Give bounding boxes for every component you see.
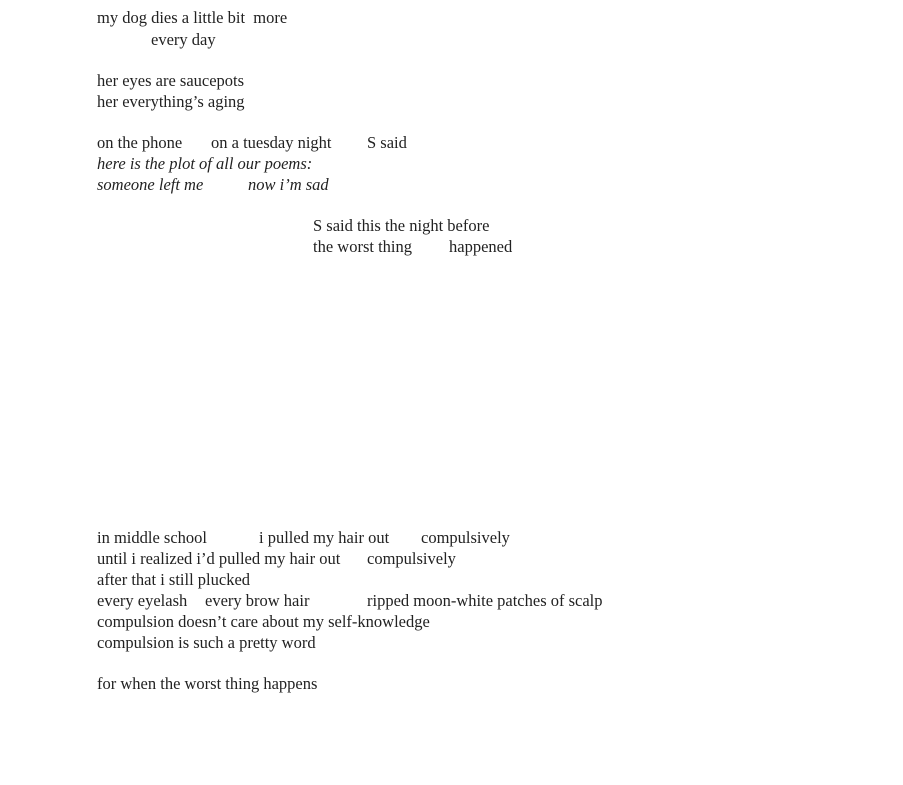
poem-line-fragment: compulsively	[421, 528, 510, 547]
poem-line: my dog dies a little bit more	[97, 8, 288, 27]
poem-line: compulsion is such a pretty word	[97, 633, 316, 652]
poem-line-fragment: on a tuesday night	[211, 133, 332, 152]
poem-line: for when the worst thing happens	[97, 674, 318, 693]
poem-line: her everything’s aging	[97, 92, 245, 111]
poem-line: every day	[151, 30, 216, 49]
poem-line-italic: here is the plot of all our poems:	[97, 154, 313, 173]
poem-line-fragment: on the phone	[97, 133, 183, 152]
poem-line-fragment: in middle school	[97, 528, 207, 547]
poem-line-fragment: S said	[367, 133, 407, 152]
poem-line-fragment: until i realized i’d pulled my hair out	[97, 549, 341, 568]
poem-line-fragment: happened	[449, 237, 513, 256]
poem-line: after that i still plucked	[97, 570, 251, 589]
poem-line: her eyes are saucepots	[97, 71, 245, 90]
poem-line-fragment: every brow hair	[205, 591, 310, 610]
poem-line-fragment: the worst thing	[313, 237, 412, 256]
poem-line: compulsion doesn’t care about my self-knowledge	[97, 612, 430, 631]
poem-line-fragment: every eyelash	[97, 591, 188, 610]
poem-line-fragment-italic: someone left me	[97, 175, 204, 194]
poem-line-fragment: ripped moon-white patches of scalp	[367, 591, 603, 610]
poem-line-fragment-italic: now i’m sad	[248, 175, 329, 194]
poem-line: S said this the night before	[313, 216, 490, 235]
poem-line-fragment: compulsively	[367, 549, 456, 568]
poem-line-fragment: i pulled my hair out	[259, 528, 390, 547]
